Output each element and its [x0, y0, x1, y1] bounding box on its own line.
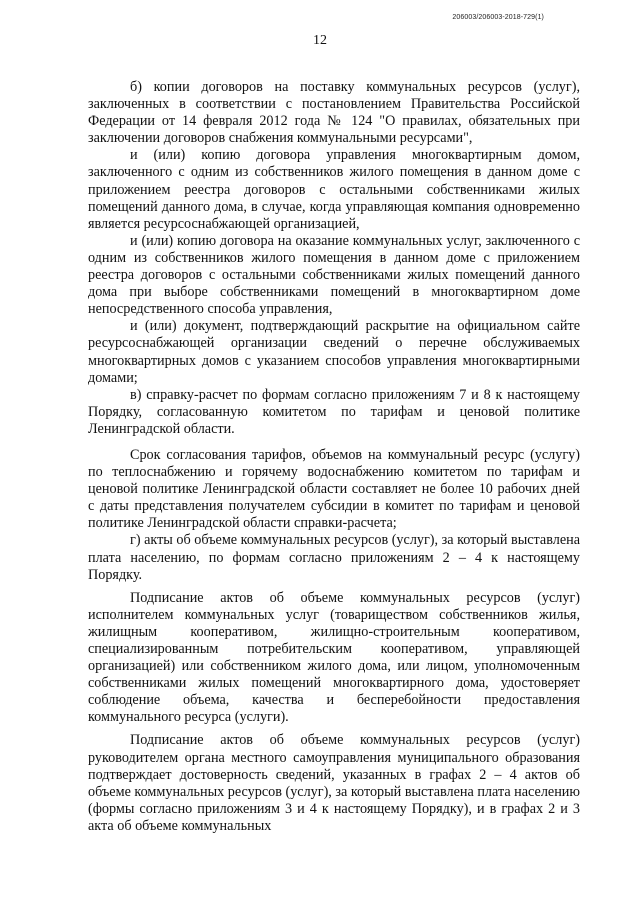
paragraph-v-calculation-certificate: в) справку-расчет по формам согласно приложениям 7 и 8 к настоящему Порядку, согласованную комитетом по тарифам и ценовой политике Ленинградской области.: [88, 386, 580, 437]
paragraph-spacer: [88, 438, 580, 447]
page-number: 12: [313, 33, 327, 48]
paragraph-approval-period: Срок согласования тарифов, объемов на коммунальный ресурс (услугу) по теплоснабжению и горячему водоснабжению комитетом по тарифам и ценовой политике Ленинградской области составляет не более 10 рабочих дней с даты представления получателем субсидии в комитет по тарифам и ценовой политике Ленинградской области справки-расчета;: [88, 446, 580, 532]
paragraph-disclosure-document: и (или) документ, подтверждающий раскрытие на официальном сайте ресурсоснабжающей организации сведений о перечне обслуживаемых многоквартирных домов с указанием способов управления многоквартирными домами;: [88, 318, 580, 386]
paragraph-utility-services-contract: и (или) копию договора на оказание коммунальных услуг, заключенного с одним из собственников жилого помещения в данном доме с приложением реестра договоров с остальными собственниками жилых помещений данного дома при выборе собственниками помещений в многоквартирном доме непосредственного способа управления,: [88, 232, 580, 318]
paragraph-g-acts: г) акты об объеме коммунальных ресурсов (услуг), за который выставлена плата населению, по формам согласно приложениям 2 – 4 к настоящему Порядку.: [88, 532, 581, 583]
paragraph-b-copies-of-contracts: б) копии договоров на поставку коммунальных ресурсов (услуг), заключенных в соответствии с постановлением Правительства Российской Федерации от 14 февраля 2012 года № 124 "О правилах, обязательных при заключении договоров снабжения коммунальными ресурсами",: [88, 79, 580, 147]
paragraph-signing-by-municipality: Подписание актов об объеме коммунальных ресурсов (услуг) руководителем органа местного самоуправления муниципального образования подтверждает достоверность сведений, указанных в графах 2 – 4 актов об объеме коммунальных ресурсов (услуг), за который выставлена плата населению (формы согласно приложениям 3 и 4 к настоящему Порядку), и в графах 2 и 3 акта об объеме коммунальных: [88, 732, 580, 834]
paragraph-management-contract: и (или) копию договора управления многоквартирным домом, заключенного с одним из собственников жилого помещения в данном доме с приложением реестра договоров с остальными собственниками жилых помещений данного дома, в случае, когда управляющая компания одновременно является ресурсоснабжающей организацией,: [88, 147, 580, 232]
paragraph-signing-by-executor: Подписание актов об объеме коммунальных ресурсов (услуг) исполнителем коммунальных услуг (товариществом собственников жилья, жилищным кооперативом, жилищно-строительным кооперативом, специализированным потребительским кооперативом, управляющей организацией) или собственником жилого дома, или лицом, уполномоченным собственниками жилых помещений многоквартирного дома, удостоверяет соблюдение объема, качества и бесперебойности предоставления коммунального ресурса (услуги).: [88, 589, 580, 726]
document-code: 206003/206003-2018-729(1): [452, 14, 544, 21]
document-body: [88, 79, 580, 835]
